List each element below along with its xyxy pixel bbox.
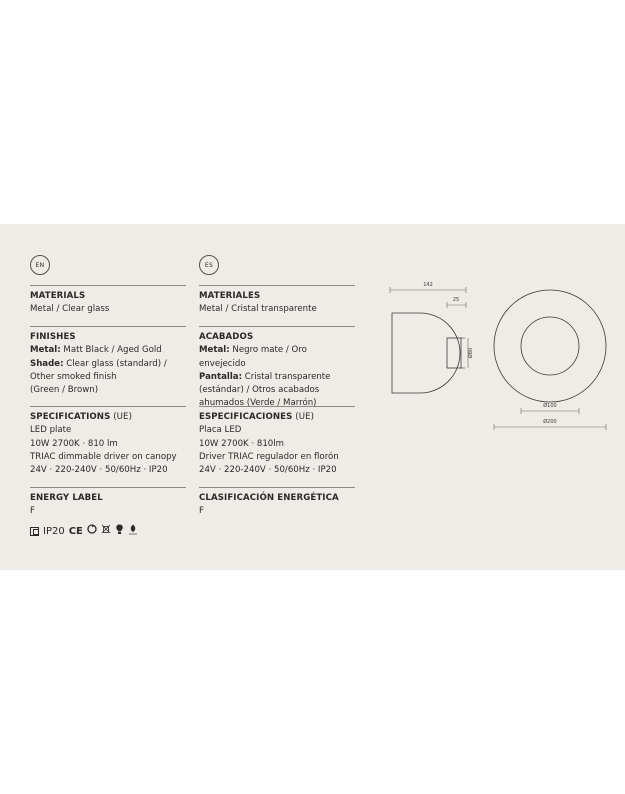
dim-label-outer-dia: Ø200 (543, 419, 557, 425)
class-ii-icon (30, 527, 39, 536)
shade-inner-circle (521, 317, 579, 375)
shade-finish (30, 358, 186, 371)
materiales-section (199, 285, 355, 317)
materiales-text: Metal / Cristal transparente (199, 304, 317, 315)
weee-bin-icon (101, 524, 111, 538)
energy-section (30, 487, 186, 539)
shade-text: Clear glass (standard) / (63, 358, 167, 369)
pantalla-label: Pantalla: (199, 371, 243, 382)
shade-text-2: Other smoked finish (30, 371, 117, 382)
spec-line: 24V · 220-240V · 50/60Hz · IP20 (199, 465, 337, 476)
clasificacion-title: CLASIFICACIÓN ENERGÉTICA (199, 493, 339, 503)
ip20-label: IP20 (43, 525, 65, 537)
spec-line: Placa LED (199, 425, 242, 436)
shade-label: Shade: (30, 358, 64, 369)
materials-text: Metal / Clear glass (30, 304, 110, 315)
metal-text-es: Negro mate / Oro envejecido (199, 345, 307, 369)
materials-title: MATERIALS (30, 291, 86, 301)
spanish-column (199, 255, 355, 517)
metal-label: Metal: (30, 345, 61, 356)
spec-panel (0, 224, 625, 570)
metal-text: Matt Black / Aged Gold (60, 345, 162, 356)
ce-mark-icon: CE (68, 525, 83, 537)
acabados-section (199, 326, 355, 411)
dim-label-inner-dia: Ø100 (543, 403, 557, 409)
shade-side-profile (392, 313, 460, 393)
materiales-title: MATERIALES (199, 291, 261, 301)
certification-icons (30, 524, 186, 539)
specifications-section (30, 406, 186, 477)
energy-value: F (30, 506, 35, 517)
pantalla-text-3: ahumados (Verde / Marrón) (199, 398, 317, 409)
spec-line: 10W 2700K · 810lm (199, 438, 285, 449)
dim-label-width: 142 (423, 282, 433, 288)
especificaciones-title-text: ESPECIFICACIONES (199, 412, 293, 422)
shade-outer-circle (494, 290, 606, 402)
recycle-icon (87, 524, 97, 538)
dim-label-canopy-dia: Ø80 (468, 347, 474, 359)
energy-title: ENERGY LABEL (30, 493, 103, 503)
specifications-suffix: (UE) (110, 412, 133, 422)
especificaciones-section (199, 406, 355, 477)
clasificacion-section (199, 487, 355, 519)
metal-acabado (199, 344, 355, 371)
led-bulb-icon (115, 524, 124, 539)
dimension-drawing-svg (380, 275, 610, 465)
spec-line: TRIAC dimmable driver on canopy (30, 451, 177, 462)
spec-line: 10W 2700K · 810 lm (30, 438, 118, 449)
materials-section (30, 285, 186, 317)
especificaciones-suffix: (UE) (292, 412, 315, 422)
spec-line: Driver TRIAC regulador en florón (199, 451, 339, 462)
metal-finish (30, 344, 186, 357)
spec-line: LED plate (30, 425, 72, 436)
pantalla-text: Cristal transparente (242, 371, 331, 382)
acabados-title: ACABADOS (199, 332, 254, 342)
metal-label-es: Metal: (199, 345, 230, 356)
especificaciones-title (199, 411, 355, 424)
spec-line: 24V · 220-240V · 50/60Hz · IP20 (30, 465, 168, 476)
energy-leaf-icon (128, 524, 138, 539)
language-badge-en: EN (30, 255, 50, 275)
finishes-section (30, 326, 186, 397)
clasificacion-value: F (199, 506, 204, 517)
finishes-title: FINISHES (30, 332, 76, 342)
shade-text-3: (Green / Brown) (30, 385, 99, 396)
specifications-title-text: SPECIFICATIONS (30, 412, 111, 422)
dim-label-canopy: 25 (452, 297, 460, 303)
pantalla-text-2: (estándar) / Otros acabados (199, 385, 320, 396)
language-badge-es: ES (199, 255, 219, 275)
english-column (30, 255, 186, 537)
specifications-title (30, 411, 186, 424)
pantalla-acabado (199, 371, 355, 384)
technical-drawing (380, 275, 610, 469)
